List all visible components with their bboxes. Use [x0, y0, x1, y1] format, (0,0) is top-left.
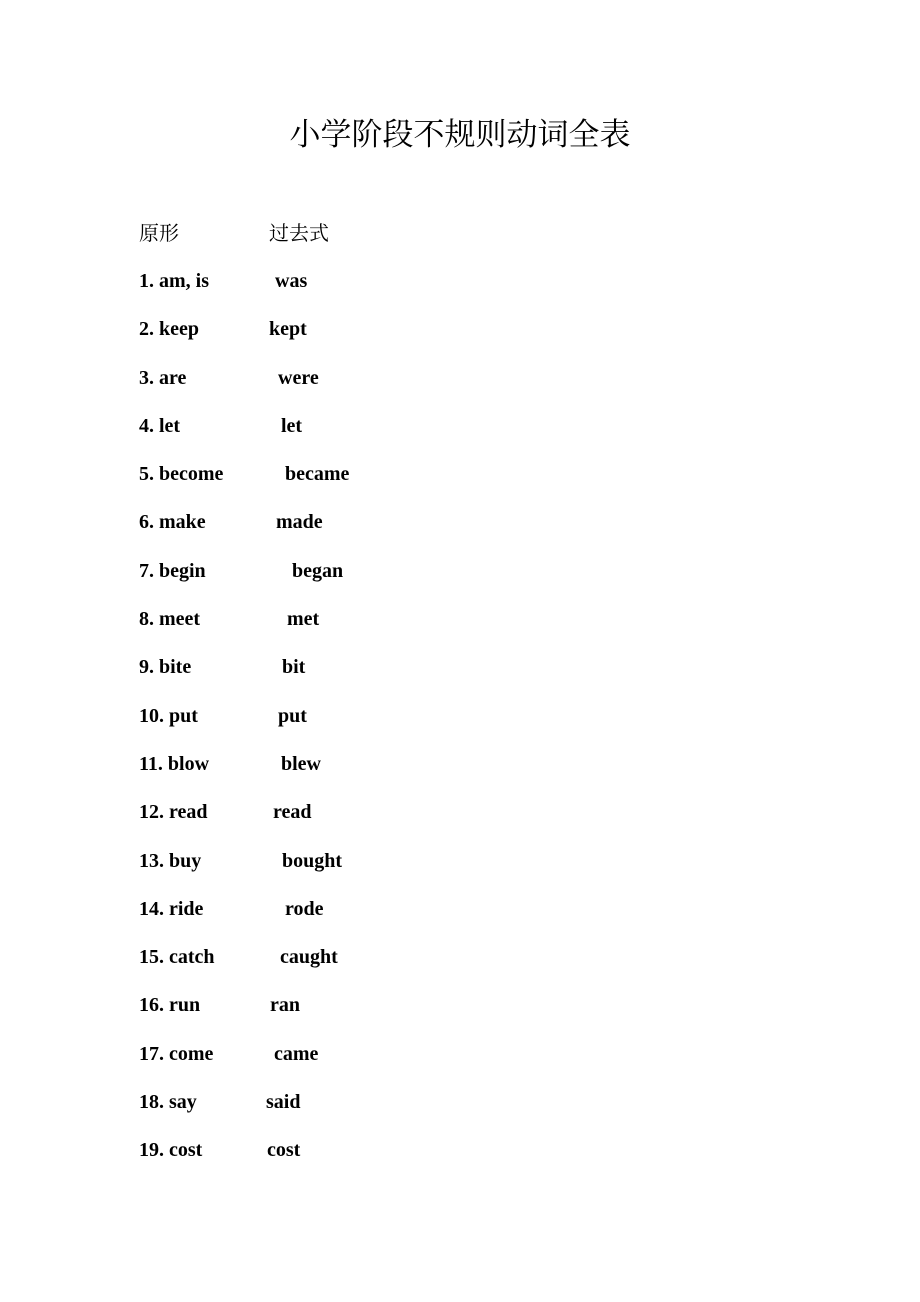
list-item — [139, 459, 539, 507]
verb-past-form: cost — [267, 1139, 301, 1162]
list-item — [139, 1135, 539, 1183]
list-item — [139, 942, 539, 990]
verb-past-form: began — [292, 559, 344, 582]
verb-past-form: were — [278, 366, 319, 389]
verb-past-form: rode — [285, 897, 324, 920]
verb-base-form: 4. let — [139, 414, 181, 437]
verb-past-form: read — [273, 801, 312, 824]
list-item — [139, 701, 539, 749]
list-item — [139, 1039, 539, 1087]
verb-base-form: 16. run — [139, 994, 201, 1017]
verb-base-form: 13. buy — [139, 849, 202, 872]
verb-past-form: became — [285, 463, 350, 486]
list-item — [139, 556, 539, 604]
verb-past-form: ran — [270, 994, 300, 1017]
verb-base-form: 15. catch — [139, 946, 215, 969]
verb-base-form: 18. say — [139, 1091, 197, 1114]
verb-past-form: bit — [282, 656, 306, 679]
verb-base-form: 14. ride — [139, 897, 204, 920]
verb-past-form: met — [287, 608, 320, 631]
list-item — [139, 894, 539, 942]
column-header-past: 过去式 — [269, 221, 329, 245]
list-item — [139, 266, 539, 314]
verb-past-form: said — [266, 1091, 301, 1114]
column-headers — [139, 218, 539, 248]
list-item — [139, 1087, 539, 1135]
verb-past-form: made — [276, 511, 323, 534]
list-item — [139, 411, 539, 459]
verb-base-form: 8. meet — [139, 608, 201, 631]
list-item — [139, 797, 539, 845]
list-item — [139, 507, 539, 555]
verb-base-form: 6. make — [139, 511, 206, 534]
verb-past-form: caught — [280, 946, 338, 969]
list-item — [139, 990, 539, 1038]
document-title: 小学阶段不规则动词全表 — [289, 117, 631, 153]
list-item — [139, 749, 539, 797]
verb-base-form: 17. come — [139, 1042, 214, 1065]
column-header-base: 原形 — [139, 221, 179, 245]
verb-base-form: 5. become — [139, 463, 224, 486]
verb-base-form: 12. read — [139, 801, 208, 824]
verb-base-form: 10. put — [139, 704, 198, 727]
verb-past-form: was — [275, 270, 308, 292]
verb-list — [139, 266, 539, 1184]
list-item — [139, 604, 539, 652]
list-item — [139, 652, 539, 700]
verb-past-form: let — [281, 414, 303, 437]
verb-base-form: 19. cost — [139, 1139, 203, 1162]
verb-base-form: 7. begin — [139, 559, 206, 582]
verb-past-form: blew — [281, 752, 321, 775]
verb-past-form: bought — [282, 849, 343, 872]
list-item — [139, 846, 539, 894]
verb-past-form: put — [278, 704, 307, 727]
verb-past-form: kept — [269, 318, 307, 341]
verb-base-form: 11. blow — [139, 752, 210, 775]
list-item — [139, 363, 539, 411]
verb-base-form: 2. keep — [139, 318, 199, 341]
list-item — [139, 314, 539, 362]
verb-base-form: 3. are — [139, 366, 187, 389]
verb-base-form: 9. bite — [139, 656, 192, 679]
verb-past-form: came — [274, 1042, 319, 1065]
verb-base-form: 1. am, is — [139, 270, 209, 292]
